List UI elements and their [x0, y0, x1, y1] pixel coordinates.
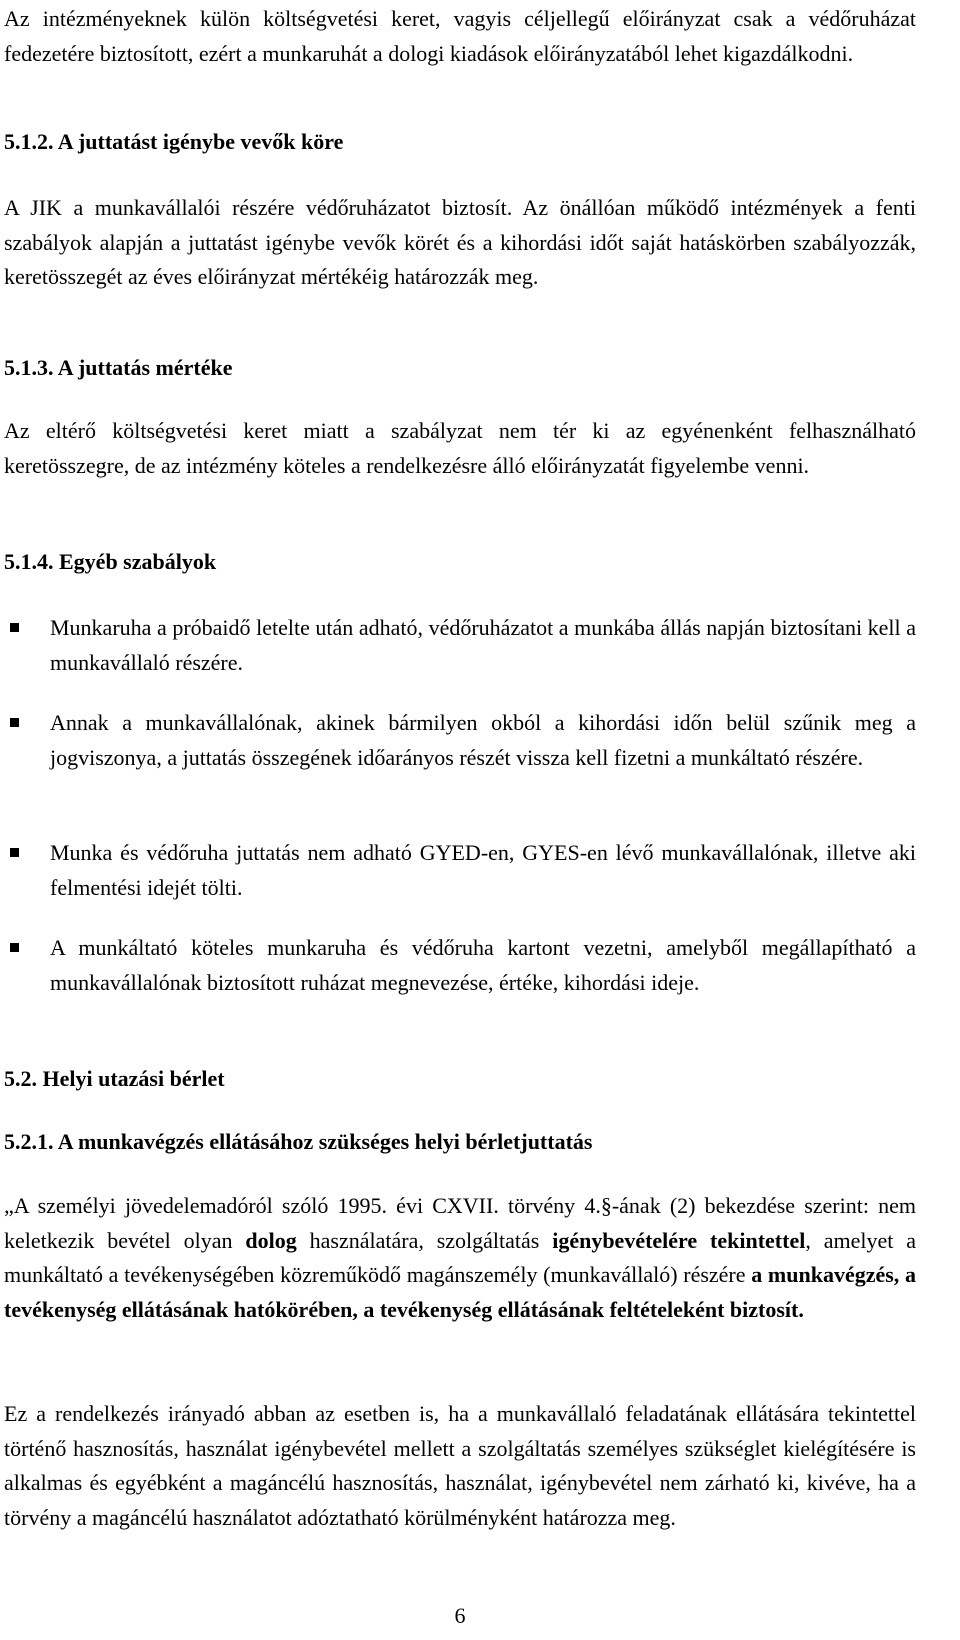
quote-text: -ának (2) bekezdése szerint: nem keletkezik bevétel olyan: [4, 1193, 916, 1253]
heading-5-1-3: 5.1.3. A juttatás mértéke: [4, 355, 233, 380]
heading-5-1-2: 5.1.2. A juttatást igénybe vevők köre: [4, 129, 344, 154]
heading-5-2: 5.2. Helyi utazási bérlet: [4, 1066, 225, 1091]
bullet-item: [4, 931, 916, 1000]
bullet-text: Annak a munkavállalónak, akinek bármilyen okból a kihordási időn belül szűnik meg a jogviszonya, a juttatás összegének időarányos részét vissza kell fizetni a munkáltató részére.: [50, 710, 916, 770]
heading-5-1-4: 5.1.4. Egyéb szabályok: [4, 549, 217, 574]
quote-text: használatára, szolgáltatás: [296, 1227, 553, 1253]
quote-text: , amelyet a munkáltató a tevékenységében közreműködő magánszemély (munkavállaló) részére: [4, 1227, 916, 1288]
bullet-text: Munka és védőruha juttatás nem adható GYED-en, GYES-en lévő munkavállalónak, illetve aki felmentési idejét tölti.: [50, 840, 916, 900]
page-number: 6: [454, 1603, 466, 1628]
square-bullet-icon: [10, 848, 19, 857]
bullet-item: [4, 706, 916, 775]
square-bullet-icon: [10, 718, 19, 727]
bullet-item: [4, 836, 916, 905]
quote-bold-text: igénybevételére tekintettel: [552, 1227, 806, 1253]
paragraph-5-1-3: Az eltérő költségvetési keret miatt a szabályzat nem tér ki az egyénenként felhasználható keretösszegre, de az intézmény köteles a rendelkezésre álló előirányzatát figyelembe venni.: [4, 418, 916, 478]
square-bullet-icon: [10, 943, 19, 952]
heading-5-2-1: 5.2.1. A munkavégzés ellátásához szükséges helyi bérletjuttatás: [4, 1129, 593, 1154]
bullet-item: [4, 611, 916, 680]
final-paragraph: Ez a rendelkezés irányadó abban az esetben is, ha a munkavállaló feladatának ellátására tekintettel történő hasznosítás, használat igénybevétel mellett a szolgáltatás személyes szükséglet kielégítésére is alkalmas és egyébként a magáncélú hasznosítás, használat, igénybevétel nem zárható ki, kivéve, ha a törvény a magáncélú használatot adóztatható körülményként határozza meg.: [4, 1401, 916, 1530]
bullet-text: A munkáltató köteles munkaruha és védőruha kartont vezetni, amelyből megállapítható a munkavállalónak biztosított ruházat megnevezése, értéke, kihordási ideje.: [50, 935, 916, 995]
paragraph-5-1-2: A JIK a munkavállalói részére védőruházatot biztosít. Az önállóan működő intézmények a fenti szabályok alapján a juttatást igénybe vevők körét és a kihordási időt saját hatáskörben szabályozzák, keretösszegét az éves előirányzat mértékéig határozzák meg.: [4, 195, 916, 290]
quote-bold-text: a munkavégzés, a tevékenység ellátásának hatókörében, a tevékenység ellátásának feltételeként biztosít.: [4, 1262, 916, 1322]
quote-text: „A személyi jövedelemadóról szóló 1995. évi CXVII. törvény 4.: [4, 1193, 601, 1218]
section-sign: §: [600, 1193, 612, 1218]
intro-paragraph: Az intézményeknek külön költségvetési keret, vagyis céljellegű előirányzat csak a védőruházat fedezetére biztosított, ezért a munkaruhát a dologi kiadások előirányzatából lehet kigazdálkodni.: [4, 6, 916, 66]
square-bullet-icon: [10, 623, 19, 632]
law-quote-paragraph: [4, 1189, 916, 1327]
quote-bold-text: dolog: [245, 1227, 297, 1253]
bullet-text: Munkaruha a próbaidő letelte után adható, védőruházatot a munkába állás napján biztosítani kell a munkavállaló részére.: [50, 615, 916, 675]
